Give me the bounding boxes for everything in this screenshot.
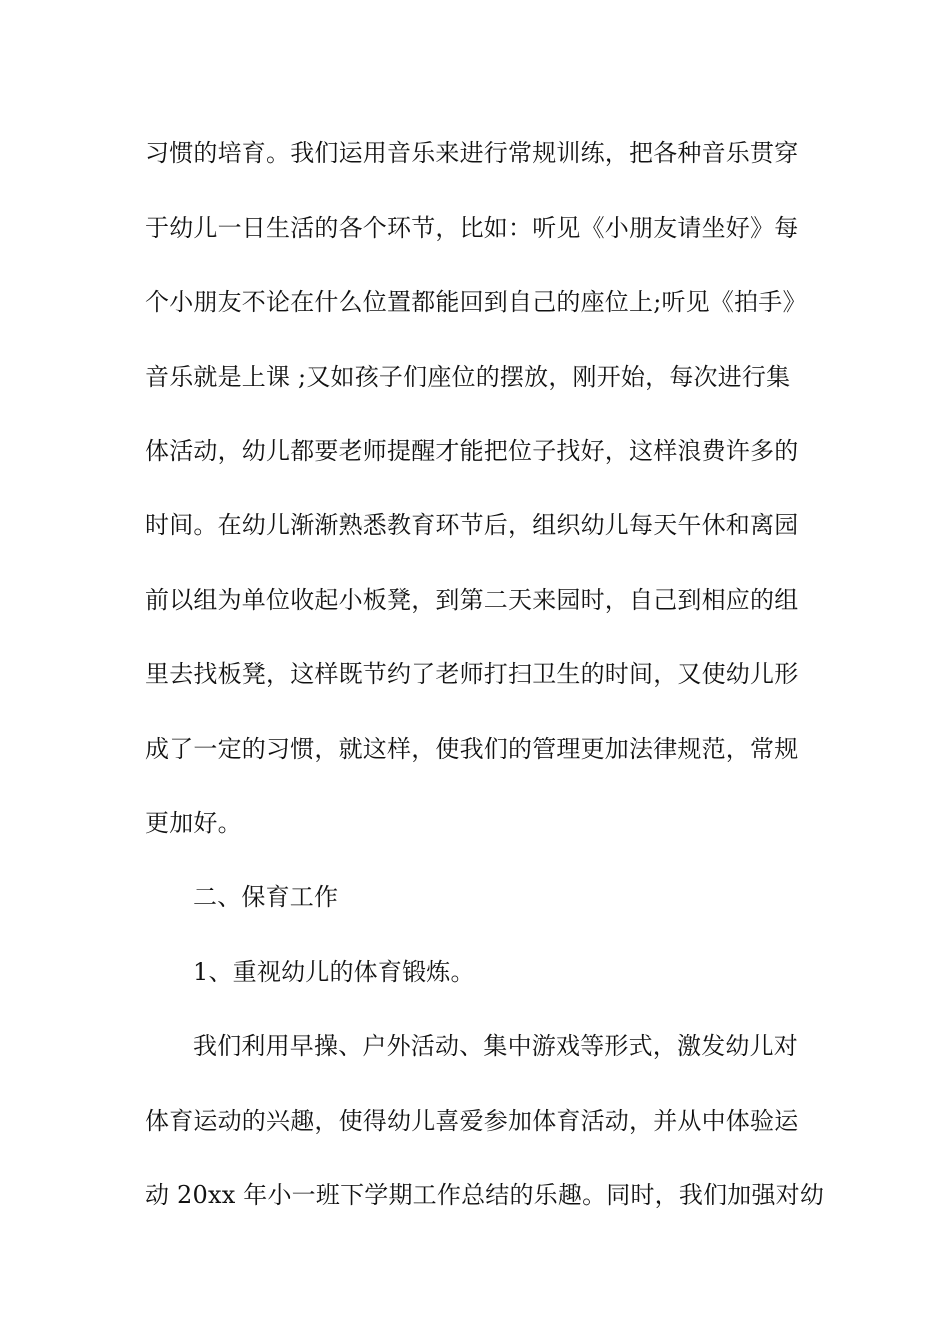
- paragraph-line: 动 20xx 年小一班下学期工作总结的乐趣。同时，我们加强对幼: [145, 1181, 825, 1209]
- paragraph-line: 音乐就是上课 ;又如孩子们座位的摆放，刚开始，每次进行集: [145, 363, 791, 391]
- paragraph-line: 体活动，幼儿都要老师提醒才能把位子找好，这样浪费许多的: [145, 437, 799, 465]
- paragraph-line: 前以组为单位收起小板凳，到第二天来园时，自己到相应的组: [145, 586, 799, 614]
- paragraph-line: 习惯的培育。我们运用音乐来进行常规训练，把各种音乐贯穿: [145, 139, 799, 167]
- paragraph-line: 个小朋友不论在什么位置都能回到自己的座位上;听见《拍手》: [145, 288, 807, 316]
- paragraph-line: 体育运动的兴趣，使得幼儿喜爱参加体育活动，并从中体验运: [145, 1107, 799, 1135]
- paragraph-line: 我们利用早操、户外活动、集中游戏等形式，激发幼儿对: [193, 1032, 798, 1060]
- subheading: 1、重视幼儿的体育锻炼。: [193, 958, 475, 986]
- paragraph-line: 时间。在幼儿渐渐熟悉教育环节后，组织幼儿每天午休和离园: [145, 511, 799, 539]
- paragraph-line: 于幼儿一日生活的各个环节，比如：听见《小朋友请坐好》每: [145, 214, 799, 242]
- paragraph-line: 更加好。: [145, 809, 242, 837]
- paragraph-line: 里去找板凳，这样既节约了老师打扫卫生的时间，又使幼儿形: [145, 660, 799, 688]
- paragraph-line: 成了一定的习惯，就这样，使我们的管理更加法律规范，常规: [145, 735, 799, 763]
- section-heading: 二、保育工作: [193, 883, 339, 911]
